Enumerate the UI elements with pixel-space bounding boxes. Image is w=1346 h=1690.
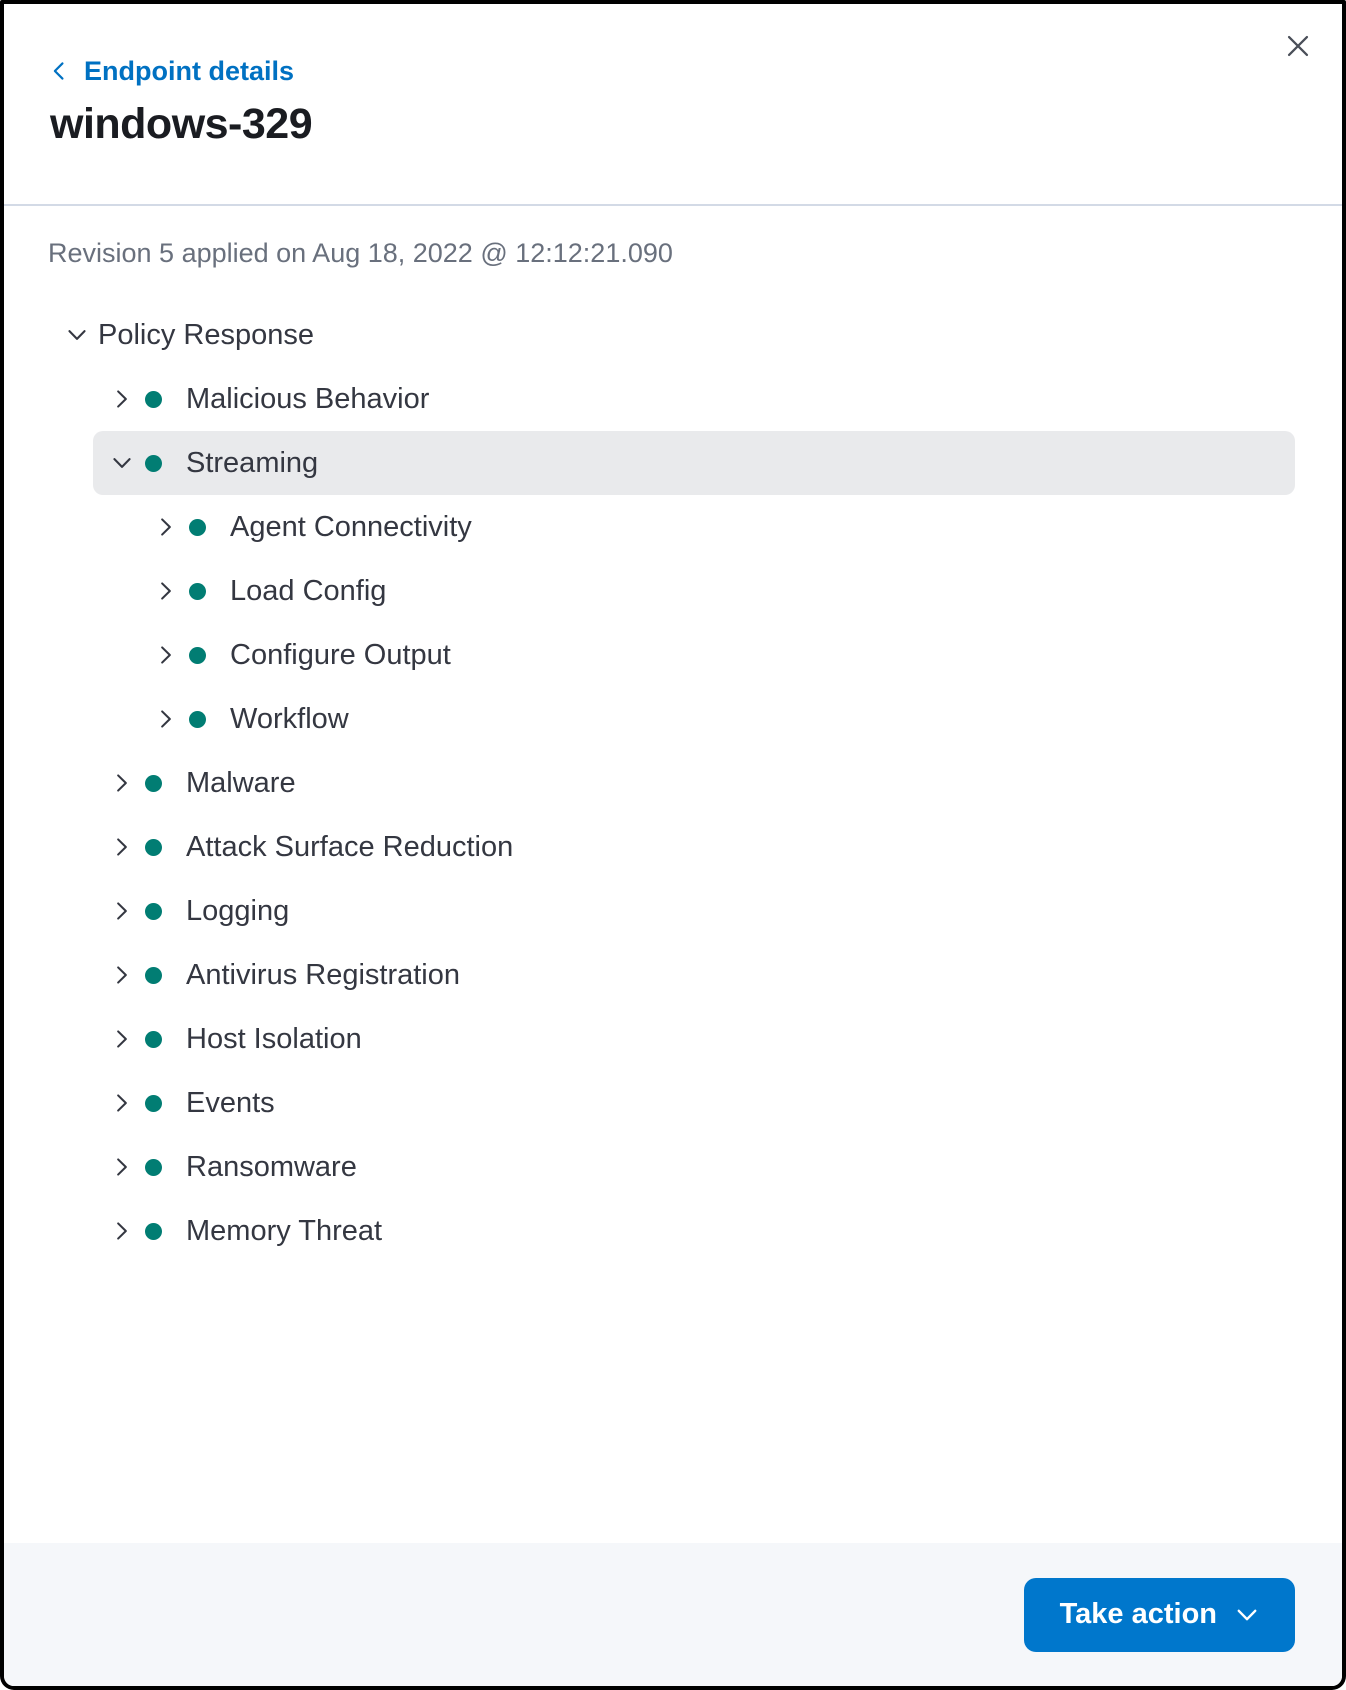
tree-item-label: Agent Connectivity [230, 511, 472, 543]
tree-item-label: Antivirus Registration [186, 959, 460, 991]
chevron-right-icon[interactable] [111, 1220, 133, 1242]
status-dot [145, 839, 162, 856]
chevron-right-icon[interactable] [111, 1092, 133, 1114]
status-dot [145, 775, 162, 792]
status-dot [189, 519, 206, 536]
tree-item-agent-connectivity[interactable] [93, 495, 1295, 559]
tree-item-policy-response[interactable] [4, 303, 1342, 367]
tree-item-streaming[interactable] [93, 431, 1295, 495]
chevron-right-icon[interactable] [111, 900, 133, 922]
chevron-right-icon[interactable] [155, 644, 177, 666]
tree-item-label: Streaming [186, 447, 319, 479]
policy-tree [4, 303, 1342, 1263]
status-dot [189, 647, 206, 664]
tree-item-antivirus-registration[interactable] [93, 943, 1295, 1007]
back-link-label: Endpoint details [84, 56, 295, 86]
tree-item-malware[interactable] [93, 751, 1295, 815]
status-dot [145, 1095, 162, 1112]
status-dot [145, 967, 162, 984]
tree-item-label: Attack Surface Reduction [186, 831, 514, 863]
status-dot [145, 391, 162, 408]
back-to-endpoint-details-link[interactable] [48, 56, 294, 86]
tree-item-host-isolation[interactable] [93, 1007, 1295, 1071]
tree-item-events[interactable] [93, 1071, 1295, 1135]
tree-item-load-config[interactable] [93, 559, 1295, 623]
chevron-right-icon[interactable] [155, 580, 177, 602]
status-dot [145, 1031, 162, 1048]
policy-response-panel [4, 206, 1342, 1543]
chevron-right-icon[interactable] [155, 516, 177, 538]
chevron-down-icon[interactable] [111, 452, 133, 474]
tree-item-memory-threat[interactable] [93, 1199, 1295, 1263]
chevron-right-icon[interactable] [155, 708, 177, 730]
tree-item-label: Memory Threat [186, 1215, 383, 1247]
chevron-down-icon[interactable] [66, 324, 88, 346]
chevron-right-icon[interactable] [111, 1156, 133, 1178]
tree-item-label: Workflow [230, 703, 349, 735]
take-action-label: Take action [1059, 1598, 1217, 1630]
tree-item-label: Malware [186, 767, 296, 799]
status-dot [145, 1159, 162, 1176]
chevron-left-icon [48, 60, 70, 82]
tree-item-label: Logging [186, 895, 290, 927]
tree-item-label: Ransomware [186, 1151, 357, 1183]
chevron-down-icon [1235, 1603, 1259, 1627]
tree-item-label: Host Isolation [186, 1023, 362, 1055]
tree-item-label: Malicious Behavior [186, 383, 430, 415]
flyout-header [4, 4, 1342, 148]
tree-item-configure-output[interactable] [93, 623, 1295, 687]
chevron-right-icon[interactable] [111, 388, 133, 410]
tree-item-label: Events [186, 1087, 275, 1119]
status-dot [145, 1223, 162, 1240]
page-title: windows-329 [50, 100, 313, 148]
tree-item-logging[interactable] [93, 879, 1295, 943]
close-icon [1285, 33, 1311, 62]
flyout-footer [4, 1543, 1342, 1686]
status-dot [189, 583, 206, 600]
tree-item-label: Configure Output [230, 639, 451, 671]
tree-item-label: Policy Response [98, 319, 314, 351]
chevron-right-icon[interactable] [111, 964, 133, 986]
chevron-right-icon[interactable] [111, 1028, 133, 1050]
tree-item-label: Load Config [230, 575, 387, 607]
status-dot [189, 711, 206, 728]
status-dot [145, 903, 162, 920]
tree-item-attack-surface-reduction[interactable] [93, 815, 1295, 879]
chevron-right-icon[interactable] [111, 836, 133, 858]
tree-item-ransomware[interactable] [93, 1135, 1295, 1199]
tree-item-workflow[interactable] [93, 687, 1295, 751]
status-dot [145, 455, 162, 472]
close-button[interactable] [1281, 30, 1315, 64]
revision-applied-text: Revision 5 applied on Aug 18, 2022 @ 12:12:21.090 [48, 238, 673, 268]
take-action-button[interactable] [1024, 1578, 1295, 1652]
chevron-right-icon[interactable] [111, 772, 133, 794]
tree-item-malicious-behavior[interactable] [93, 367, 1295, 431]
